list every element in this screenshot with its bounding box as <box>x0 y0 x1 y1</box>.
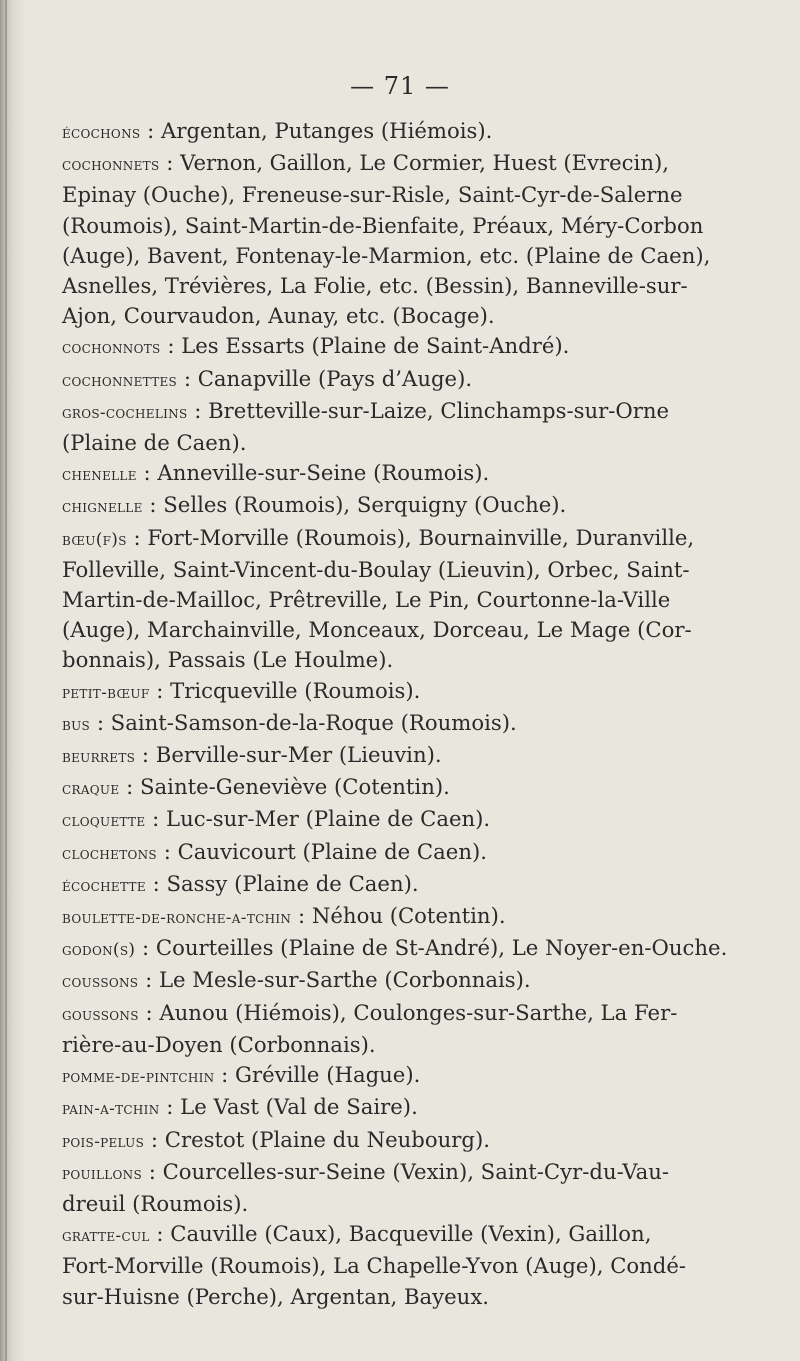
entry-line <box>62 1189 722 1219</box>
entry-line <box>62 458 722 490</box>
entry <box>62 490 722 522</box>
entry-text: Folleville, Saint-Vincent-du-Boulay (Lieuvin), Orbec, Saint- <box>62 556 690 582</box>
entry-text: : Vernon, Gaillon, Le Cormier, Huest (Evrecin), <box>166 150 669 176</box>
entry-line <box>62 364 722 396</box>
entry <box>62 116 722 148</box>
entry <box>62 965 722 997</box>
entry-text: Ajon, Courvaudon, Aunay, etc. (Bocage). <box>62 303 495 329</box>
entry-list <box>62 116 728 1312</box>
entry <box>62 523 722 676</box>
entry-text: : Canapville (Pays d’Auge). <box>183 365 473 391</box>
entry <box>62 331 722 363</box>
entry-text: : Bretteville-sur-Laize, Clinchamps-sur-Orne <box>194 397 670 423</box>
entry <box>62 901 722 933</box>
entry-term: boulette-de-ronche-a-tchin <box>62 908 292 929</box>
entry-line <box>62 740 722 772</box>
entry-text: Martin-de-Mailloc, Prêtreville, Le Pin, Courtonne-la-Ville <box>62 587 671 613</box>
entry-text: : Argentan, Putanges (Hiémois). <box>147 118 493 143</box>
entry-term: craque <box>62 779 120 800</box>
entry-line <box>62 901 722 933</box>
entry-line <box>62 1030 722 1060</box>
entry-line <box>62 837 722 869</box>
entry-line <box>62 615 722 645</box>
entry-line <box>62 331 722 363</box>
entry-text: : Selles (Roumois), Serquigny (Ouche). <box>149 492 567 518</box>
entry <box>62 458 722 490</box>
entry-line <box>62 804 722 836</box>
entry-text: : Gréville (Hague). <box>221 1062 421 1088</box>
entry-text: : Fort-Morville (Roumois), Bournainville, Duranville, <box>133 524 695 550</box>
entry-text: Asnelles, Trévières, La Folie, etc. (Bessin), Banneville-sur- <box>62 273 688 299</box>
entry <box>62 740 722 772</box>
entry-term: cloquette <box>62 811 146 832</box>
entry-text: : Le Vast (Val de Saire). <box>166 1094 418 1120</box>
entry-term: pouillons <box>62 1163 142 1184</box>
entry-text: : Courteilles (Plaine de St-André), Le Noyer-en-Ouche. <box>142 935 728 961</box>
entry-term: beurrets <box>62 747 136 768</box>
entry <box>62 933 728 965</box>
entry-line <box>62 116 722 148</box>
entry-line <box>62 271 722 301</box>
entry-text: : Cauville (Caux), Bacqueville (Vexin), Gaillon, <box>156 1221 652 1247</box>
entry-line <box>62 676 722 708</box>
entry-line <box>62 1092 722 1124</box>
entry-line <box>62 585 722 615</box>
entry-line <box>62 555 722 585</box>
entry <box>62 708 722 740</box>
entry-term: gratte-cul <box>62 1226 150 1247</box>
entry <box>62 676 722 708</box>
entry-line <box>62 241 722 271</box>
entry-term: pain-a-tchin <box>62 1099 160 1120</box>
entry <box>62 148 722 331</box>
entry-text: Epinay (Ouche), Freneuse-sur-Risle, Saint-Cyr-de-Salerne <box>62 182 683 208</box>
entry-term: godon(s) <box>62 940 136 961</box>
entry-text: : Berville-sur-Mer (Lieuvin). <box>141 742 442 768</box>
entry-text: : Anneville-sur-Seine (Roumois). <box>143 460 490 486</box>
entry-text: : Courcelles-sur-Seine (Vexin), Saint-Cyr-du-Vau- <box>148 1158 670 1184</box>
entry-line <box>62 1125 722 1157</box>
entry-text: Fort-Morville (Roumois), La Chapelle-Yvon (Auge), Condé- <box>62 1253 687 1279</box>
entry-text: sur-Huisne (Perche), Argentan, Bayeux. <box>62 1283 489 1309</box>
entry-line <box>62 490 722 522</box>
entry-text: : Crestot (Plaine du Neubourg). <box>150 1126 490 1152</box>
entry-text: (Auge), Marchainville, Monceaux, Dorceau, Le Mage (Cor- <box>62 617 692 643</box>
entry <box>62 1125 722 1157</box>
entry-term: chignelle <box>62 497 143 518</box>
entry-line <box>62 933 728 965</box>
entry-term: écochette <box>62 875 146 896</box>
entry-line <box>62 1060 722 1092</box>
entry <box>62 396 722 458</box>
entry <box>62 772 722 804</box>
entry-text: : Cauvicourt (Plaine de Caen). <box>163 838 487 864</box>
entry-term: cochonnots <box>62 338 161 359</box>
entry-line <box>62 148 722 180</box>
entry <box>62 1092 722 1124</box>
entry-text: dreuil (Roumois). <box>62 1190 249 1216</box>
entry-line <box>62 1157 722 1189</box>
entry-term: bus <box>62 714 91 735</box>
entry-term: gros-cochelins <box>62 402 188 423</box>
page-number: — 71 — <box>350 72 450 100</box>
entry-line <box>62 1282 722 1312</box>
entry-line <box>62 869 722 901</box>
entry-line <box>62 211 722 241</box>
entry-term: goussons <box>62 1004 139 1025</box>
entry-line <box>62 428 722 458</box>
entry-line <box>62 180 722 210</box>
entry-line <box>62 523 722 555</box>
entry-term: clochetons <box>62 843 157 864</box>
entry-line <box>62 965 722 997</box>
entry-line <box>62 1251 722 1281</box>
entry-text: : Le Mesle-sur-Sarthe (Corbonnais). <box>145 967 531 993</box>
entry-term: coussons <box>62 972 139 993</box>
entry-term: petit-bœuf <box>62 682 150 703</box>
entry-text: : Sainte-Geneviève (Cotentin). <box>126 774 450 800</box>
entry-text: : Tricqueville (Roumois). <box>156 677 421 703</box>
entry-text: : Néhou (Cotentin). <box>297 903 506 929</box>
entry-text: (Plaine de Caen). <box>62 430 247 456</box>
entry <box>62 869 722 901</box>
entry-text: (Auge), Bavent, Fontenay-le-Marmion, etc. (Plaine de Caen), <box>62 242 711 268</box>
entry-text: : Les Essarts (Plaine de Saint-André). <box>167 333 570 359</box>
entry-text: bonnais), Passais (Le Houlme). <box>62 647 394 673</box>
entry-text: : Sassy (Plaine de Caen). <box>152 870 419 896</box>
entry <box>62 837 722 869</box>
entry-line <box>62 396 722 428</box>
entry-text: rière-au-Doyen (Corbonnais). <box>62 1031 376 1057</box>
entry <box>62 364 722 396</box>
entry-line <box>62 301 722 331</box>
entry-term: écochons <box>62 123 141 143</box>
entry <box>62 1219 722 1312</box>
entry-text: : Saint-Samson-de-la-Roque (Roumois). <box>96 709 517 735</box>
entry-line <box>62 645 722 675</box>
entry-line <box>62 708 722 740</box>
entry <box>62 998 722 1060</box>
entry <box>62 1157 722 1219</box>
page-binding-edge <box>0 0 26 1361</box>
entry-term: bœu(f)s <box>62 529 127 550</box>
entry-term: cochonnets <box>62 155 160 176</box>
entry-term: chenelle <box>62 465 137 486</box>
entry-term: pois-pelus <box>62 1131 145 1152</box>
entry-text: : Aunou (Hiémois), Coulonges-sur-Sarthe, La Fer- <box>145 999 678 1025</box>
entry-text: : Luc-sur-Mer (Plaine de Caen). <box>152 806 491 832</box>
entry <box>62 804 722 836</box>
entry-term: cochonnettes <box>62 370 178 391</box>
entry-line <box>62 772 722 804</box>
entry <box>62 1060 722 1092</box>
page-binding-shadow <box>5 0 7 1361</box>
entry-line <box>62 998 722 1030</box>
entry-term: pomme-de-pintchin <box>62 1067 215 1088</box>
entry-text: (Roumois), Saint-Martin-de-Bienfaite, Préaux, Méry-Corbon <box>62 212 704 238</box>
entry-line <box>62 1219 722 1251</box>
